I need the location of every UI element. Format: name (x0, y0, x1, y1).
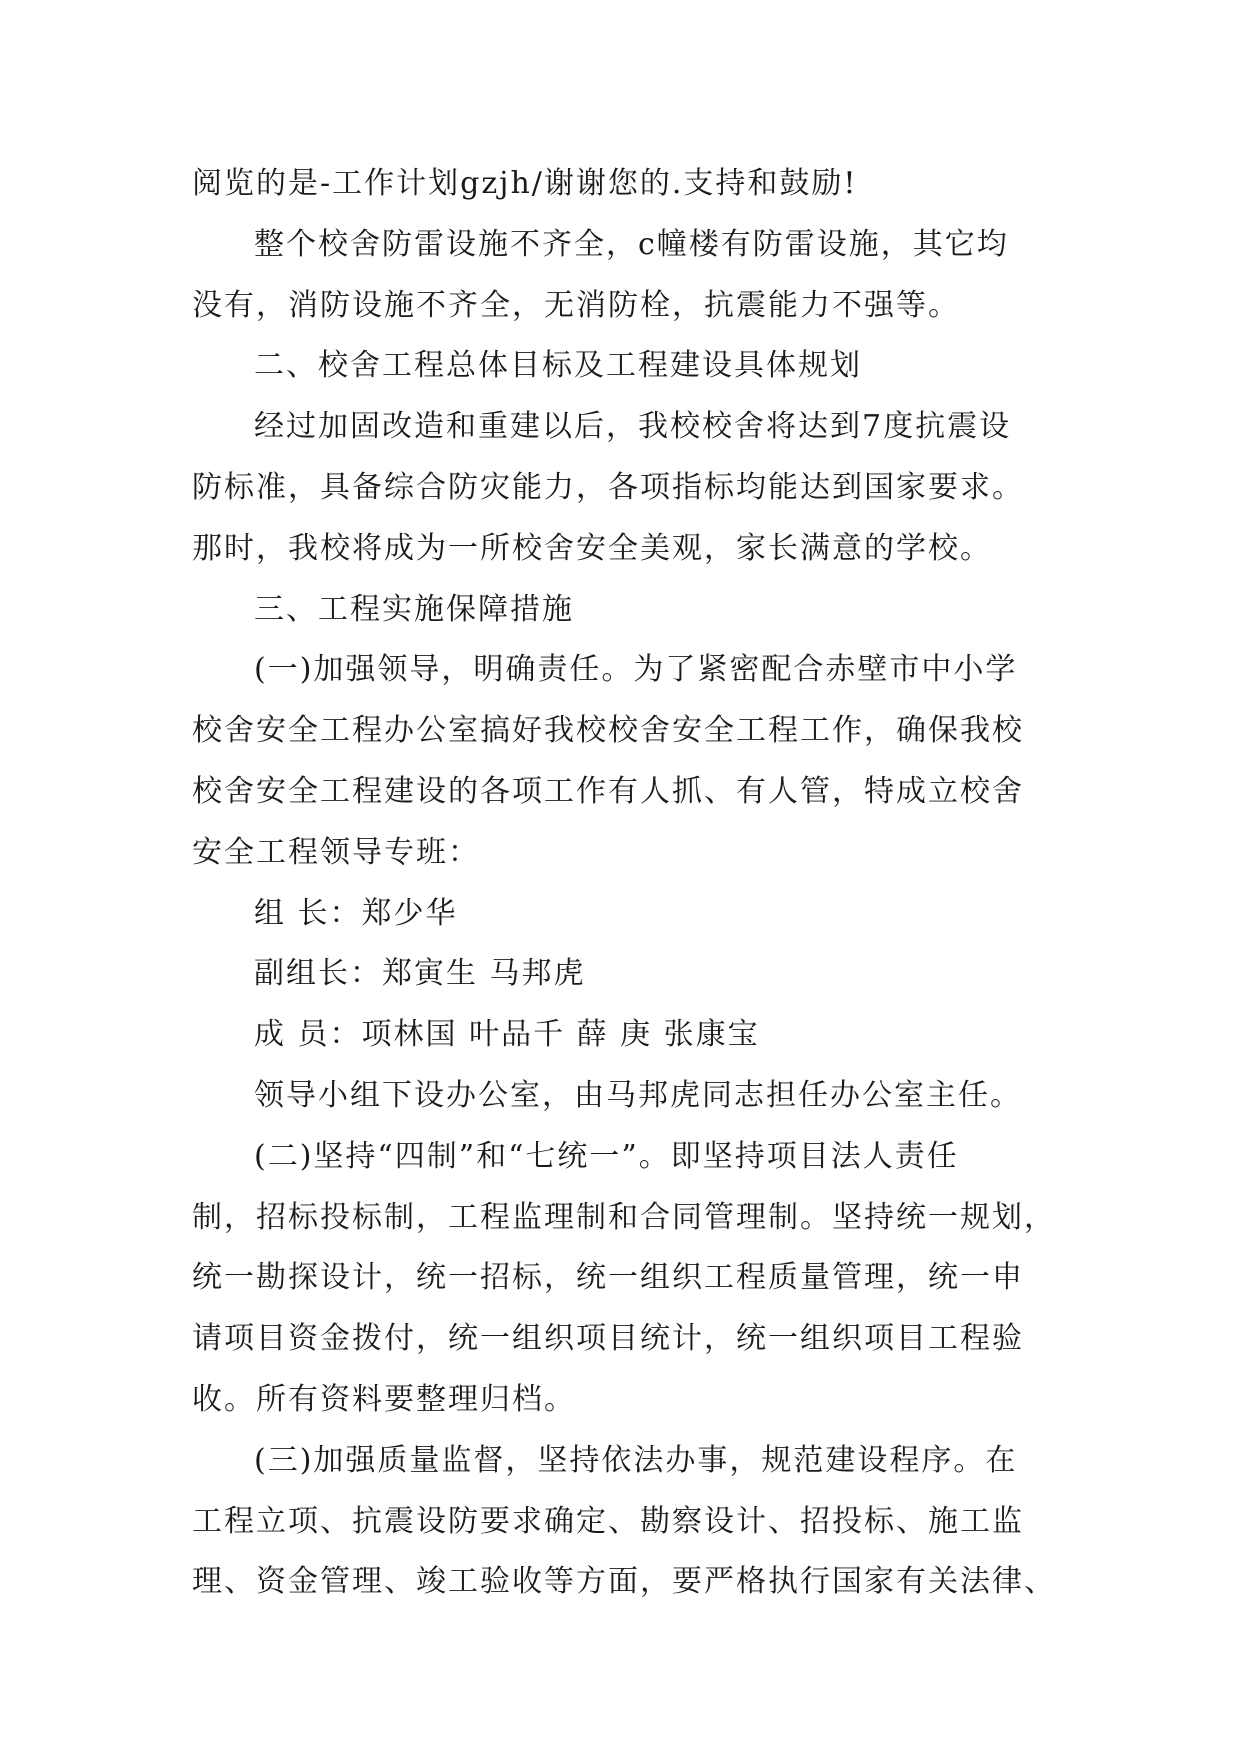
text-line: 领导小组下设办公室，由马邦虎同志担任办公室主任。 (254, 1077, 1022, 1113)
text-line: 整个校舍防雷设施不齐全，c幢楼有防雷设施，其它均 (254, 226, 1009, 262)
document-body (192, 154, 1072, 1613)
text-line: 安全工程领导专班： (192, 834, 480, 870)
text-line: 统一勘探设计，统一招标，统一组织工程质量管理，统一申 (192, 1260, 1024, 1296)
text-line: (三)加强质量监督，坚持依法办事，规范建设程序。在 (254, 1442, 1018, 1478)
text-line: (二)坚持“四制”和“七统一”。即坚持项目法人责任 (254, 1138, 959, 1174)
text-line: 阅览的是-工作计划gzjh/谢谢您的.支持和鼓励! (192, 166, 858, 201)
text-line: 理、资金管理、竣工验收等方面，要严格执行国家有关法律、 (192, 1564, 1056, 1600)
text-line: 副组长：郑寅生 马邦虎 (254, 956, 586, 992)
text-line: (一)加强领导，明确责任。为了紧密配合赤壁市中小学 (254, 652, 1018, 688)
text-line: 成 员：项林国 叶品千 薛 庚 张康宝 (254, 1017, 760, 1053)
text-line: 请项目资金拨付，统一组织项目统计，统一组织项目工程验 (192, 1321, 1024, 1357)
text-line: 收。所有资料要整理归档。 (192, 1381, 576, 1417)
text-line: 工程立项、抗震设防要求确定、勘察设计、招投标、施工监 (192, 1503, 1024, 1539)
text-line: 那时，我校将成为一所校舍安全美观，家长满意的学校。 (192, 530, 992, 566)
text-line: 制，招标投标制，工程监理制和合同管理制。坚持统一规划， (192, 1199, 1056, 1235)
text-line: 没有，消防设施不齐全，无消防栓，抗震能力不强等。 (192, 287, 960, 323)
text-line: 组 长：郑少华 (254, 895, 458, 931)
text-line: 校舍安全工程建设的各项工作有人抓、有人管，特成立校舍 (192, 773, 1024, 809)
text-line: 防标准，具备综合防灾能力，各项指标均能达到国家要求。 (192, 469, 1024, 505)
section-heading: 二、校舍工程总体目标及工程建设具体规划 (254, 348, 862, 384)
text-line: 经过加固改造和重建以后，我校校舍将达到7度抗震设 (254, 409, 1012, 445)
section-heading: 三、工程实施保障措施 (254, 591, 574, 627)
text-line: 校舍安全工程办公室搞好我校校舍安全工程工作，确保我校 (192, 713, 1024, 749)
